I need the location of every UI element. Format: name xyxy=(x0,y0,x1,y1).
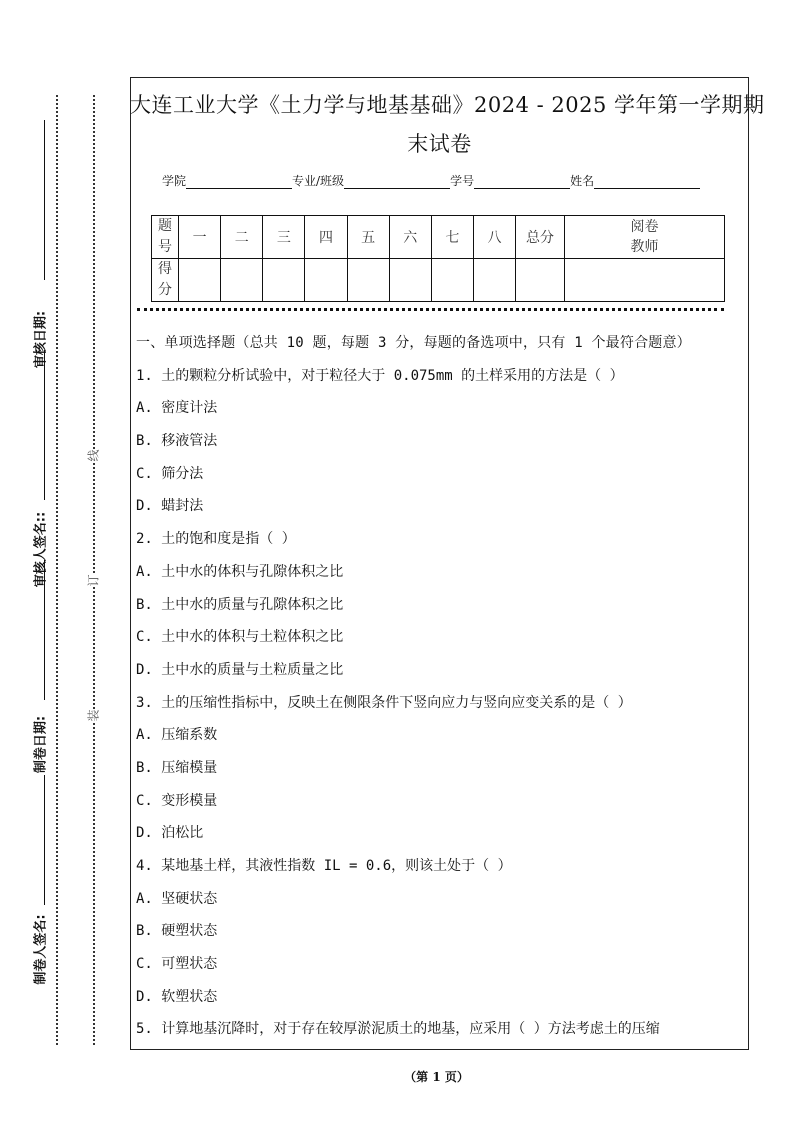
question-stem: 4. 某地基土样，其液性指数 IL = 0.6，则该土处于（ ） xyxy=(136,858,512,874)
col-1: 一 xyxy=(179,216,221,259)
answer-option: C. 变形模量 xyxy=(136,792,218,809)
student-id-field[interactable] xyxy=(474,174,570,189)
answer-option: D. 蜡封法 xyxy=(136,498,204,515)
binding-dotted-line-outer xyxy=(56,95,58,1045)
reviewer-signature-label: 审核人签名:: xyxy=(33,511,49,588)
answer-option: C. 可塑状态 xyxy=(136,956,218,973)
answer-option: B. 压缩模量 xyxy=(136,759,218,776)
col-8: 八 xyxy=(473,216,515,259)
score-cell[interactable] xyxy=(179,259,221,302)
compile-date-label: 制卷日期: xyxy=(33,715,49,774)
score-header: 得 分 xyxy=(152,259,179,302)
col-2: 二 xyxy=(221,216,263,259)
answer-option: B. 硬塑状态 xyxy=(136,923,218,940)
col-5: 五 xyxy=(347,216,389,259)
college-field[interactable] xyxy=(186,174,292,189)
answer-option: A. 密度计法 xyxy=(136,400,218,417)
exam-title: 大连工业大学《土力学与地基基础》2024 - 2025 学年第一学期期 xyxy=(130,93,765,117)
answer-option: D. 土中水的质量与土粒质量之比 xyxy=(136,661,344,678)
signature-line xyxy=(44,120,45,280)
answer-option: A. 坚硬状态 xyxy=(136,890,218,907)
question-section xyxy=(136,327,746,1038)
major-class-label: 专业/班级 xyxy=(292,174,345,188)
question-stem: 5. 计算地基沉降时，对于存在较厚淤泥质土的地基，应采用（ ）方法考虑土的压缩 xyxy=(136,1021,660,1038)
compiler-signature-label: 制卷人签名: xyxy=(33,914,49,985)
score-cell[interactable] xyxy=(473,259,515,302)
question-stem: 2. 土的饱和度是指（ ） xyxy=(136,531,296,548)
col-7: 七 xyxy=(431,216,473,259)
college-label: 学院 xyxy=(162,174,187,188)
question-number-header: 题 号 xyxy=(152,216,179,259)
col-4: 四 xyxy=(305,216,347,259)
binding-mark-staple: 订 xyxy=(86,574,101,587)
student-info xyxy=(162,172,700,189)
score-table xyxy=(151,215,725,302)
binding-mark-bind: 装 xyxy=(86,709,101,722)
student-id-label: 学号 xyxy=(450,174,475,188)
col-grader: 阅卷 教师 xyxy=(565,216,725,259)
answer-option: B. 移液管法 xyxy=(136,433,218,450)
col-total: 总分 xyxy=(516,216,565,259)
binding-dotted-line-inner xyxy=(93,95,95,1045)
answer-option: C. 土中水的体积与土粒体积之比 xyxy=(136,629,344,646)
binding-mark-line: 线 xyxy=(86,449,101,462)
score-cell[interactable] xyxy=(516,259,565,302)
section-heading: 一、单项选择题（总共 10 题，每题 3 分，每题的备选项中，只有 1 个最符合题意） xyxy=(136,335,691,351)
separator-dotted-line xyxy=(137,308,724,311)
question-stem: 1. 土的颗粒分析试验中，对于粒径大于 0.075mm 的土样采用的方法是（ ） xyxy=(136,367,624,384)
name-field[interactable] xyxy=(594,174,700,189)
signature-line xyxy=(44,775,45,905)
answer-option: A. 压缩系数 xyxy=(136,727,218,744)
score-cell[interactable] xyxy=(221,259,263,302)
col-6: 六 xyxy=(389,216,431,259)
answer-option: C. 筛分法 xyxy=(136,465,204,482)
score-cell[interactable] xyxy=(565,259,725,302)
score-cell[interactable] xyxy=(347,259,389,302)
score-cell[interactable] xyxy=(431,259,473,302)
score-cell[interactable] xyxy=(263,259,305,302)
major-class-field[interactable] xyxy=(344,174,450,189)
question-stem: 3. 土的压缩性指标中，反映土在侧限条件下竖向应力与竖向应变关系的是（ ） xyxy=(136,694,632,711)
answer-option: D. 软塑状态 xyxy=(136,988,218,1005)
review-date-label: 审核日期: xyxy=(33,310,49,369)
score-cell[interactable] xyxy=(305,259,347,302)
score-cell[interactable] xyxy=(389,259,431,302)
answer-option: A. 土中水的体积与孔隙体积之比 xyxy=(136,563,344,580)
page-number: （第 1 页） xyxy=(404,1070,469,1084)
col-3: 三 xyxy=(263,216,305,259)
answer-option: D. 泊松比 xyxy=(136,825,204,842)
score-table-score-row xyxy=(152,259,725,302)
score-table-header-row xyxy=(152,216,725,259)
name-label: 姓名 xyxy=(570,174,595,188)
exam-title-cont: 末试卷 xyxy=(407,132,472,156)
answer-option: B. 土中水的质量与孔隙体积之比 xyxy=(136,596,344,613)
